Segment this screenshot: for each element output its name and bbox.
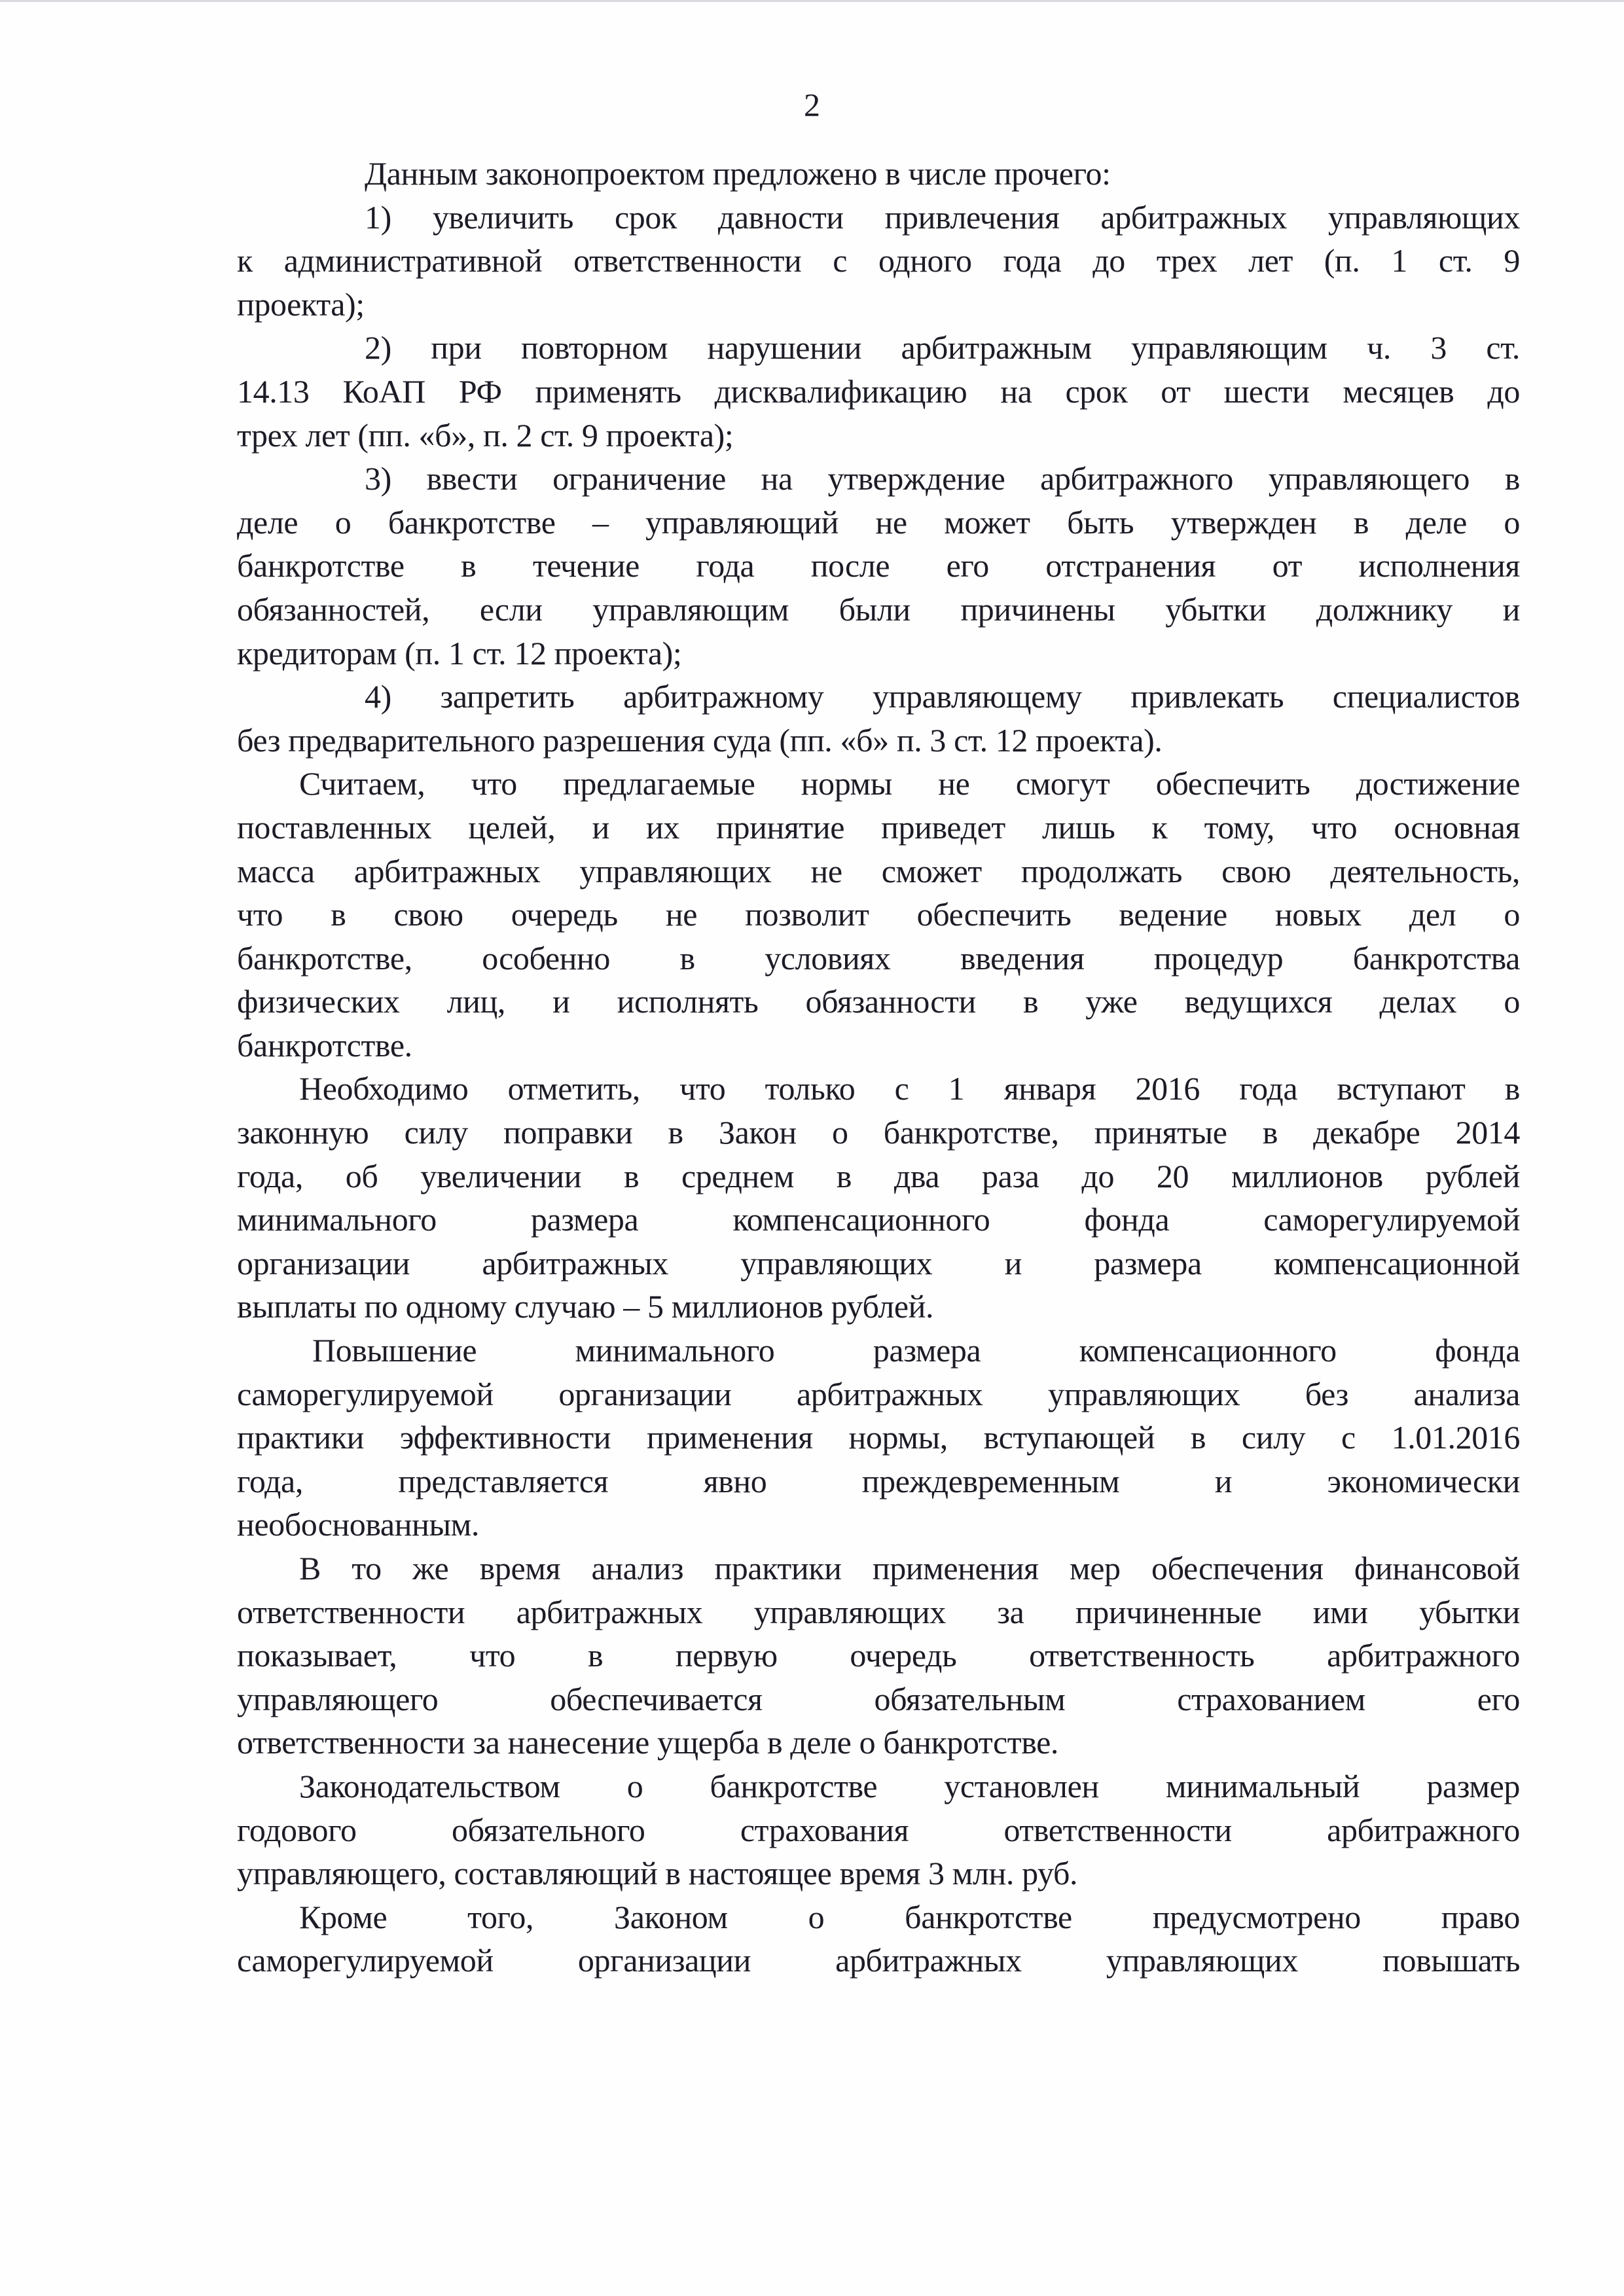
text-line: года, представляется явно преждевременным и экономически (237, 1462, 1520, 1499)
text-line: без предварительного разрешения суда (пп. «б» п. 3 ст. 12 проекта). (237, 721, 1163, 759)
page-number: 2 (804, 86, 820, 123)
text-line: 1) увеличить срок давности привлечения арбитражных управляющих (365, 198, 1520, 236)
paragraph-considered (237, 762, 1520, 1067)
text-line: проекта); (237, 285, 365, 323)
text-line: Законодательством о банкротстве установлен минимальный размер (299, 1767, 1520, 1804)
document-body (237, 152, 1520, 1982)
text-line: минимального размера компенсационного фонда саморегулируемой (237, 1201, 1520, 1238)
text-line: организации арбитражных управляющих и размера компенсационной (237, 1244, 1520, 1282)
text-line: года, об увеличении в среднем в два раза до 20 миллионов рублей (237, 1157, 1520, 1194)
paragraph-increase (237, 1329, 1520, 1547)
text-line: поставленных целей, и их принятие приведет лишь к тому, что основная (237, 808, 1520, 846)
text-line: Данным законопроектом предложено в числе прочего: (365, 155, 1111, 192)
text-line: ответственности арбитражных управляющих за причиненные ими убытки (237, 1593, 1520, 1630)
text-line: Считаем, что предлагаемые нормы не смогут обеспечить достижение (299, 765, 1520, 802)
text-line: банкротстве. (237, 1026, 412, 1064)
list-item-1 (237, 196, 1520, 327)
list-item-3 (237, 457, 1520, 675)
text-line: обязанностей, если управляющим были причинены убытки должнику и (237, 590, 1520, 628)
text-line: 4) запретить арбитражному управляющему привлекать специалистов (365, 678, 1520, 715)
text-line: банкротстве в течение года после его отстранения от исполнения (237, 547, 1520, 584)
list-item-2 (237, 326, 1520, 457)
text-line: масса арбитражных управляющих не сможет продолжать свою деятельность, (237, 852, 1520, 889)
text-line: Необходимо отметить, что только с 1 января 2016 года вступают в (299, 1070, 1520, 1107)
text-line: 2) при повторном нарушении арбитражным управляющим ч. 3 ст. (365, 329, 1520, 367)
text-line: кредиторам (п. 1 ст. 12 проекта); (237, 634, 682, 672)
text-line: законную силу поправки в Закон о банкротстве, принятые в декабре 2014 (237, 1114, 1520, 1151)
text-line: к административной ответственности с одного года до трех лет (п. 1 ст. 9 (237, 242, 1520, 279)
text-line: 14.13 КоАП РФ применять дисквалификацию на срок от шести месяцев до (237, 372, 1520, 410)
text-line: В то же время анализ практики применения мер обеспечения финансовой (299, 1550, 1520, 1587)
text-line: годового обязательного страхования ответственности арбитражного (237, 1811, 1520, 1848)
text-line: управляющего, составляющий в настоящее время 3 млн. руб. (237, 1855, 1078, 1892)
text-line: банкротстве, особенно в условиях введения процедур банкротства (237, 939, 1520, 977)
text-line: деле о банкротстве – управляющий не может быть утвержден в деле о (237, 503, 1520, 541)
list-item-4 (237, 675, 1520, 762)
text-line: саморегулируемой организации арбитражных управляющих повышать (237, 1942, 1520, 1979)
text-line: ответственности за нанесение ущерба в деле о банкротстве. (237, 1724, 1059, 1761)
text-line: физических лиц, и исполнять обязанности в уже ведущихся делах о (237, 983, 1520, 1020)
text-line: выплаты по одному случаю – 5 миллионов рублей. (237, 1288, 934, 1325)
text-line: управляющего обеспечивается обязательным страхованием его (237, 1680, 1520, 1717)
paragraph-legislation (237, 1765, 1520, 1895)
paragraph-analysis (237, 1547, 1520, 1765)
scan-edge (0, 0, 1624, 2)
text-line: показывает, что в первую очередь ответственность арбитражного (237, 1637, 1520, 1674)
paragraph-intro (237, 152, 1520, 196)
text-line: Кроме того, Законом о банкротстве предусмотрено право (299, 1898, 1520, 1935)
text-line: саморегулируемой организации арбитражных управляющих без анализа (237, 1375, 1520, 1412)
paragraph-besides (237, 1895, 1520, 1982)
text-line: практики эффективности применения нормы, вступающей в силу с 1.01.2016 (237, 1419, 1520, 1456)
text-line: 3) ввести ограничение на утверждение арбитражного управляющего в (365, 460, 1520, 497)
text-line: необоснованным. (237, 1506, 479, 1543)
text-line: что в свою очередь не позволит обеспечить ведение новых дел о (237, 896, 1520, 933)
text-line: трех лет (пп. «б», п. 2 ст. 9 проекта); (237, 416, 734, 454)
text-line: Повышение минимального размера компенсационного фонда (312, 1332, 1520, 1369)
paragraph-note (237, 1067, 1520, 1329)
